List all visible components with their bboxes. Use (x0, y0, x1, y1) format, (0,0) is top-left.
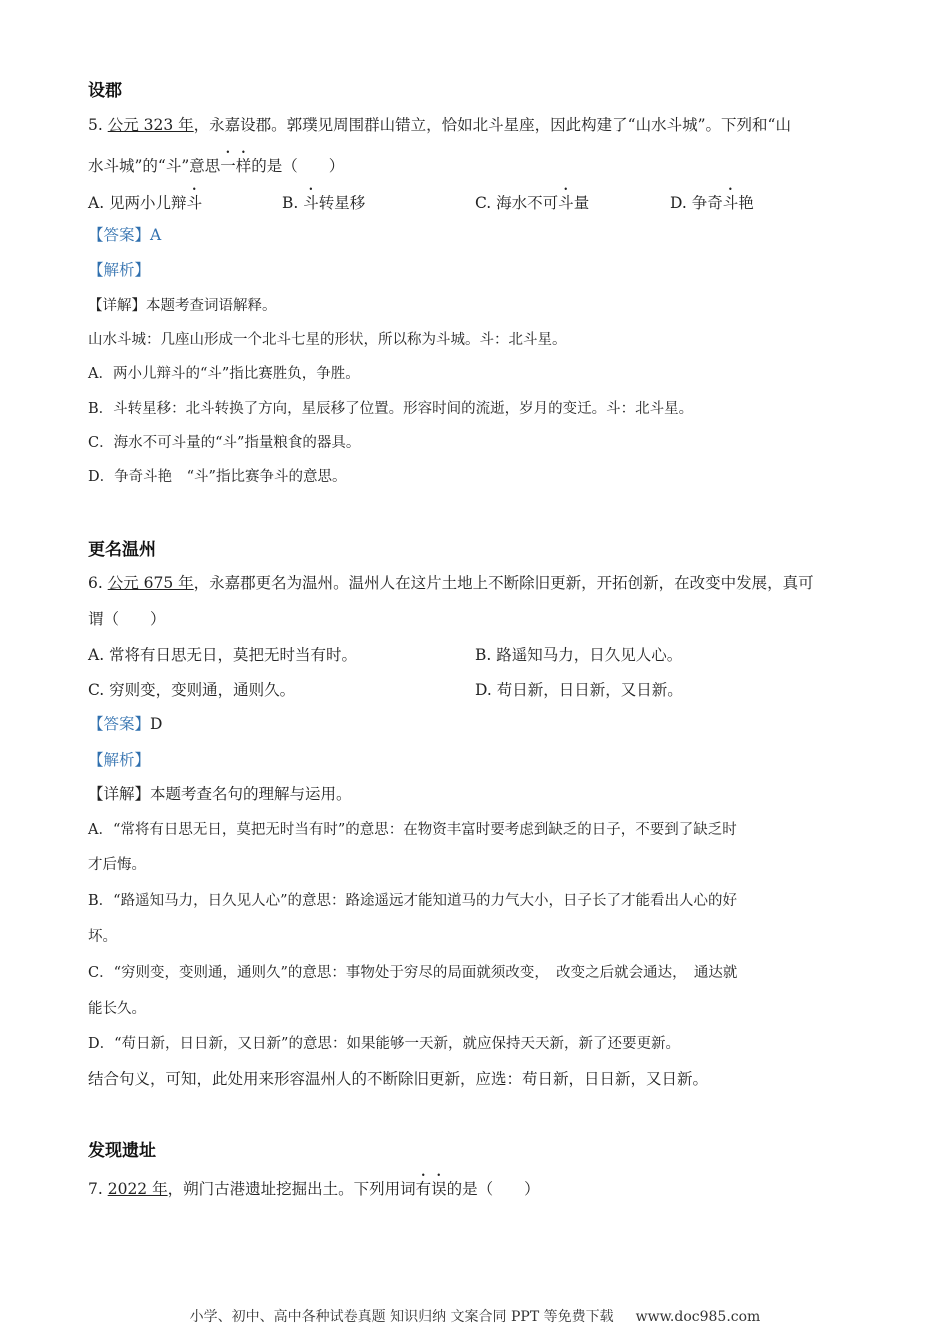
answer-value: D (150, 715, 163, 733)
explanation-line: 坏。 (88, 929, 117, 945)
answer-label: 【答案】 (88, 715, 151, 733)
question-date: 公元 323 年 (107, 116, 194, 134)
emphasized-char: 斗 (186, 194, 203, 212)
option-text: C. 海水不可 (475, 194, 559, 212)
option-text: 量 (573, 194, 590, 212)
explanation-line: 能长久。 (88, 1001, 146, 1017)
detail-text: 本题考查词语解释。 (146, 298, 277, 314)
emphasized-char: 斗 (722, 194, 739, 212)
explanation-line: A．“常将有日思无日，莫把无时当有时”的意思：在物资丰富时要考虑到缺乏的日子，不要到了缺乏时 (88, 822, 737, 838)
option-text: B. (282, 194, 304, 212)
option-b (282, 185, 365, 213)
section-heading-1: 设郡 (88, 81, 122, 101)
detail-line (88, 782, 352, 804)
footer-url[interactable]: www.doc985.com (635, 1309, 761, 1325)
answer-label: 【答案】 (88, 226, 151, 244)
footer-text: 小学、初中、高中各种试卷真题 知识归纳 文案合同 PPT 等免费下载 (189, 1309, 614, 1325)
question-number: 6. (88, 574, 108, 592)
detail-text: 本题考查名句的理解与运用。 (150, 785, 352, 803)
detail-label: 【详解】 (88, 785, 151, 803)
option-text: 艳 (738, 194, 754, 212)
explanation-line: C．“穷则变，变则通，通则久”的意思：事物处于穷尽的局面就须改变， 改变之后就会通达， 通达就 (88, 965, 738, 981)
explanation-line: B．“路遥知马力，日久见人心”的意思：路途遥远才能知道马的力气大小，日子长了才能看出人心的好 (88, 893, 737, 909)
question-number: 5. (88, 116, 108, 134)
explanation-line: A．两小儿辩斗的“斗”指比赛胜负，争胜。 (88, 366, 360, 382)
emphasized-char: 斗 (303, 194, 319, 212)
question-text: ，永嘉郡更名为温州。温州人在这片土地上不断除旧更新，开拓创新，在改变中发展，真可 (193, 574, 814, 592)
emphasized-text: 一样 (220, 157, 252, 175)
analysis-label: 【解析】 (88, 261, 151, 279)
page-footer (0, 1306, 950, 1326)
emphasized-text: 有误 (415, 1180, 447, 1198)
option-c (475, 185, 589, 213)
question-5-line-2 (88, 148, 344, 176)
explanation-line: 才后悔。 (88, 857, 146, 873)
emphasized-char: 斗 (558, 194, 574, 212)
conclusion-line: 结合句义，可知，此处用来形容温州人的不断除旧更新，应选：苟日新，日日新，又日新。 (88, 1070, 709, 1088)
question-text: 的是（ ） (446, 1180, 540, 1198)
option-d: D. 苟日新，日日新，又日新。 (475, 681, 683, 699)
question-date: 2022 年 (107, 1180, 168, 1198)
option-text: A. 见两小儿辩 (88, 194, 187, 212)
explanation-line: D．“苟日新，日日新，又日新”的意思：如果能够一天新，就应保持天天新，新了还要更新。 (88, 1036, 680, 1052)
analysis-label: 【解析】 (88, 751, 151, 769)
option-text: 转星移 (318, 194, 366, 212)
option-b: B. 路遥知马力，日久见人心。 (475, 646, 683, 664)
question-6-line-1 (88, 571, 814, 593)
explanation-line: 山水斗城：几座山形成一个北斗七星的形状，所以称为斗城。斗：北斗星。 (88, 332, 567, 348)
question-text: 的是（ ） (251, 157, 345, 175)
option-text: D. 争奇 (670, 194, 723, 212)
question-text: 水斗城”的“斗”意思 (88, 157, 221, 175)
section-heading-2: 更名温州 (88, 540, 156, 560)
option-c: C. 穷则变，变则通，通则久。 (88, 681, 296, 699)
explanation-line: D．争奇斗艳 “斗”指比赛争斗的意思。 (88, 469, 347, 485)
explanation-line: B．斗转星移：北斗转换了方向，星辰移了位置。形容时间的流逝，岁月的变迁。斗：北斗星。 (88, 401, 694, 417)
option-a (88, 185, 202, 213)
question-6-line-2: 谓（ ） (88, 610, 166, 628)
question-7-line-1 (88, 1171, 540, 1199)
answer-value: A (150, 226, 162, 244)
explanation-line: C．海水不可斗量的“斗”指量粮食的器具。 (88, 435, 361, 451)
option-d (670, 185, 754, 213)
option-a: A. 常将有日思无日，莫把无时当有时。 (88, 646, 358, 664)
question-5-line-1 (88, 113, 791, 135)
question-date: 公元 675 年 (107, 574, 194, 592)
question-number: 7. (88, 1180, 108, 1198)
detail-line (88, 294, 277, 315)
answer-line (88, 712, 162, 734)
detail-label: 【详解】 (88, 298, 146, 314)
question-text: ，永嘉设郡。郭璞见周围群山错立，恰如北斗星座，因此构建了“山水斗城”。下列和“山 (193, 116, 791, 134)
section-heading-3: 发现遗址 (88, 1141, 156, 1161)
answer-line (88, 223, 161, 245)
question-text: ，朔门古港遗址挖掘出土。下列用词 (167, 1180, 416, 1198)
